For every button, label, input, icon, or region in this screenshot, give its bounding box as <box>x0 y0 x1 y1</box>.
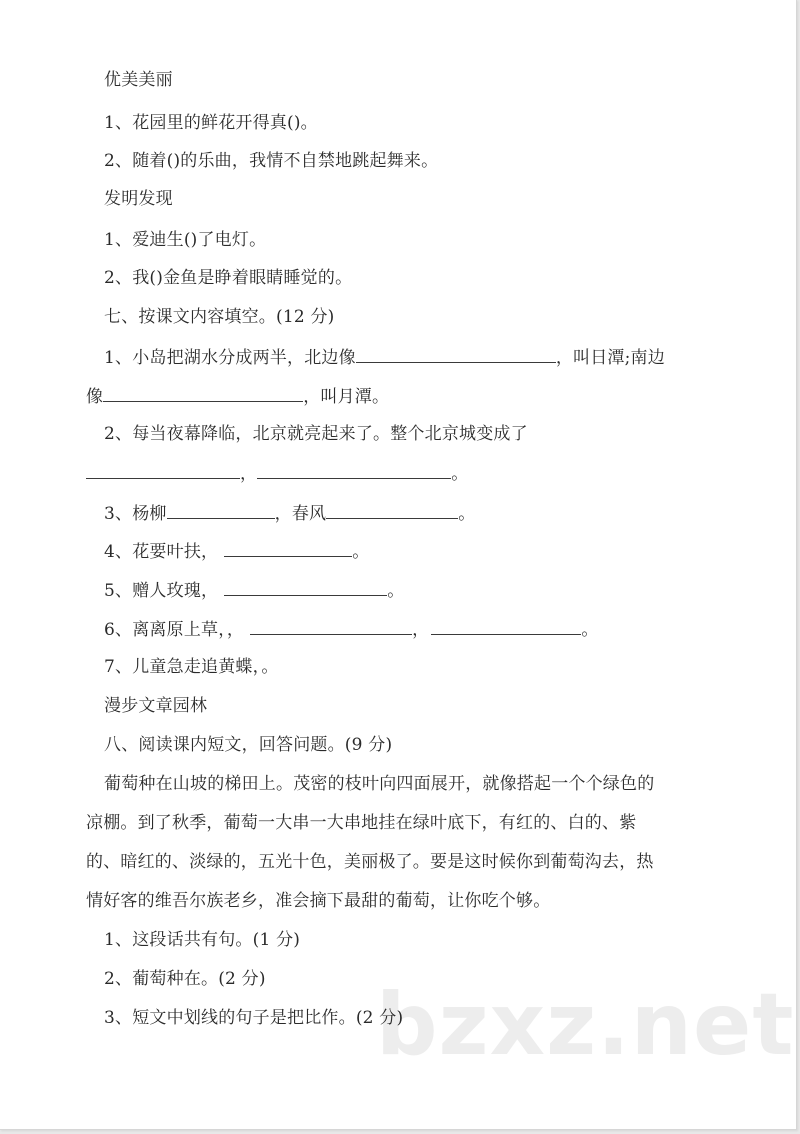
fill-question-6 <box>104 618 599 640</box>
question-text: ，春风 <box>274 504 327 524</box>
question-text: 像 <box>86 387 104 407</box>
fill-question-5 <box>104 579 404 601</box>
passage-line: 的、暗红的、淡绿的，五光十色，美丽极了。要是这时候你到葡萄沟去，热 <box>86 852 654 872</box>
fill-question-3 <box>104 502 475 524</box>
separator: ， <box>240 464 258 484</box>
reading-question: 3、短文中划线的句子是把比作。(2 分) <box>104 1008 404 1028</box>
question-text: 3、杨柳 <box>104 504 167 524</box>
watermark: bzxz.net <box>376 975 795 1075</box>
answer-blank[interactable] <box>257 462 451 479</box>
answer-blank[interactable] <box>326 502 458 519</box>
question-line: 1、爱迪生()了电灯。 <box>104 230 267 250</box>
fill-question-1-line-1 <box>104 346 665 368</box>
sentence-end: 。 <box>581 620 599 640</box>
answer-blank[interactable] <box>86 462 240 479</box>
reading-question: 2、葡萄种在。(2 分) <box>104 969 266 989</box>
answer-blank[interactable] <box>356 346 556 363</box>
question-text: ，叫月潭。 <box>303 387 390 407</box>
answer-blank[interactable] <box>224 579 387 596</box>
reading-question: 1、这段话共有句。(1 分) <box>104 930 301 950</box>
section-heading-seven: 七、按课文内容填空。(12 分) <box>104 307 335 327</box>
sentence-end: 。 <box>451 464 469 484</box>
passage-line: 情好客的维吾尔族老乡，准会摘下最甜的葡萄，让你吃个够。 <box>86 891 551 911</box>
section-heading-stroll: 漫步文章园林 <box>104 696 208 716</box>
passage-line: 凉棚。到了秋季，葡萄一大串一大串地挂在绿叶底下，有红的、白的、紫 <box>86 813 637 833</box>
section-heading-you-mei: 优美美丽 <box>104 70 173 90</box>
question-line: 2、随着()的乐曲，我情不自禁地跳起舞来。 <box>104 151 439 171</box>
sentence-end: 。 <box>352 542 370 562</box>
section-heading-fa-ming: 发明发现 <box>104 189 173 209</box>
question-text: 1、小岛把湖水分成两半，北边像 <box>104 348 356 368</box>
sentence-end: 。 <box>458 504 476 524</box>
fill-question-2-line-1: 2、每当夜幕降临，北京就亮起来了。整个北京城变成了 <box>104 424 528 444</box>
answer-blank[interactable] <box>103 385 303 402</box>
answer-blank[interactable] <box>250 618 412 635</box>
question-text: ，叫日潭;南边 <box>555 348 665 368</box>
question-text: 6、离离原上草，， <box>104 620 245 640</box>
fill-question-7: 7、儿童急走追黄蝶，。 <box>104 657 279 677</box>
passage-line: 葡萄种在山坡的梯田上。茂密的枝叶向四面展开，就像搭起一个个绿色的 <box>104 774 655 794</box>
separator: ， <box>412 620 430 640</box>
fill-question-4 <box>104 540 369 562</box>
question-text: 5、赠人玫瑰， <box>104 581 219 601</box>
answer-blank[interactable] <box>431 618 581 635</box>
answer-blank[interactable] <box>167 502 275 519</box>
question-text: 4、花要叶扶， <box>104 542 219 562</box>
answer-blank[interactable] <box>224 540 352 557</box>
question-line: 2、我()金鱼是睁着眼睛睡觉的。 <box>104 268 353 288</box>
sentence-end: 。 <box>387 581 405 601</box>
fill-question-2-line-2 <box>86 462 468 484</box>
question-line: 1、花园里的鲜花开得真()。 <box>104 113 318 133</box>
fill-question-1-line-2 <box>86 385 389 407</box>
section-heading-eight: 八、阅读课内短文，回答问题。(9 分) <box>104 735 393 755</box>
